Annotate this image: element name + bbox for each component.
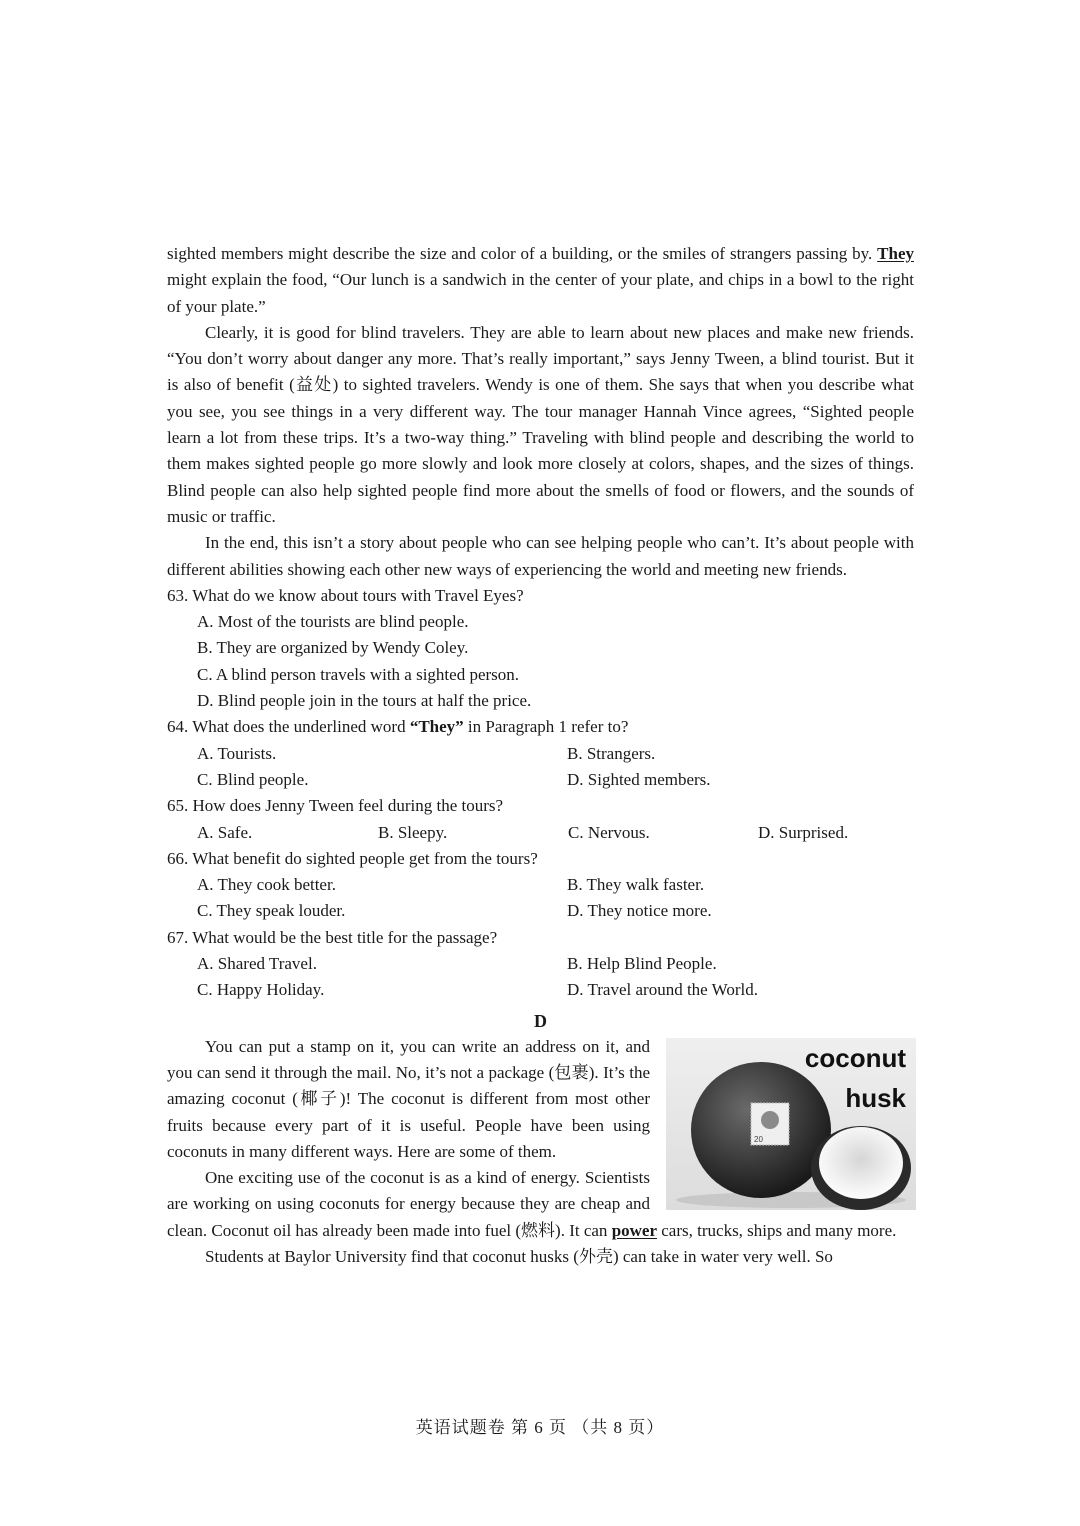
quoted-word: “They”: [409, 717, 464, 737]
question-67: [167, 925, 914, 1004]
option-c: C. Blind people.: [197, 769, 309, 789]
option-c: C. Nervous.: [568, 822, 650, 842]
passage-d: [167, 1034, 914, 1271]
question-stem: 63. What do we know about tours with Travel Eyes?: [167, 585, 524, 605]
question-66: [167, 846, 914, 925]
question-64: [167, 714, 914, 793]
option-b: B. Help Blind People.: [567, 954, 717, 974]
passage-d-paragraph-1: You can put a stamp on it, you can write an address on it, and you can send it through the mail. No, it’s not a package (包裹). It’s the amazing coconut (椰子)! The coconut is different from most other fruits because every part of it is useful. People have been using coconuts in many different ways. Here are some of them.: [167, 1036, 650, 1161]
figure-label-husk: husk: [845, 1082, 906, 1113]
text: cars, trucks, ships and many more.: [657, 1220, 897, 1240]
option-a: A. Shared Travel.: [197, 954, 317, 974]
question-stem: [167, 714, 914, 740]
option-d: D. They notice more.: [567, 901, 712, 921]
option-b: B. They are organized by Wendy Coley.: [197, 638, 469, 658]
section-title-d: D: [534, 1010, 547, 1031]
option-d: D. Surprised.: [758, 822, 849, 842]
option-d: D. Sighted members.: [567, 769, 711, 789]
underlined-word-power: power: [611, 1220, 658, 1240]
option-c: C. A blind person travels with a sighted person.: [197, 664, 520, 684]
exam-page: [167, 241, 914, 1270]
question-63: [167, 583, 914, 714]
option-b: B. They walk faster.: [567, 875, 705, 895]
question-stem: 67. What would be the best title for the passage?: [167, 927, 498, 947]
passage-c-paragraph-3: In the end, this isn’t a story about people who can see helping people who can’t. It’s about people with different abilities showing each other new ways of experiencing the world and meeting new friends.: [167, 533, 914, 579]
stamp-value: 20: [754, 1134, 763, 1144]
option-c: C. They speak louder.: [197, 901, 346, 921]
question-65: [167, 793, 914, 846]
option-c: C. Happy Holiday.: [197, 980, 325, 1000]
text: 64. What does the underlined word: [167, 717, 410, 737]
underlined-word-they: They: [877, 244, 914, 263]
passage-d-paragraph-3: Students at Baylor University find that coconut husks (外壳) can take in water very well. So: [205, 1246, 833, 1266]
option-d: D. Blind people join in the tours at half the price.: [197, 691, 532, 711]
stamp-flower: [761, 1111, 779, 1129]
coconut-husk-image: [666, 1038, 916, 1210]
text: sighted members might describe the size and color of a building, or the smiles of strangers passing by.: [167, 244, 878, 263]
passage-c-paragraph-2: Clearly, it is good for blind travelers. They are able to learn about new places and make new friends. “You don’t worry about danger any more. That’s really important,” says Jenny Tween, a blind tourist. But it is also of benefit (益处) to sighted travelers. Wendy is one of them. She says that when you describe what you see, you see things in a very different way. The tour manager Hannah Vince agrees, “Sighted people learn a lot from these trips. It’s a two-way thing.” Traveling with blind people and describing the world to them makes sighted people go more slowly and look more closely at colors, shapes, and the sizes of things. Blind people can also help sighted people find more about the smells of food or flowers, and the sounds of music or traffic.: [167, 322, 914, 526]
figure-label-coconut: coconut: [804, 1042, 906, 1073]
text: in Paragraph 1 refer to?: [463, 717, 629, 737]
question-stem: 65. How does Jenny Tween feel during the tours?: [167, 796, 504, 816]
option-a: A. They cook better.: [197, 875, 336, 895]
text: might explain the food, “Our lunch is a sandwich in the center of your plate, and chips in a bowl to the right of your plate.”: [167, 270, 914, 316]
page-footer: 英语试题卷 第 6 页 （共 8 页）: [415, 1418, 665, 1437]
text: One exciting use of the coconut is as a kind of energy. Scientists are working on using coconuts for energy because they are cheap and clean. Coconut oil has already been made into fuel (燃料). It can: [167, 1168, 650, 1240]
passage-c-paragraph-1: [167, 241, 914, 320]
question-stem: 66. What benefit do sighted people get from the tours?: [167, 848, 538, 868]
option-d: D. Travel around the World.: [567, 980, 758, 1000]
option-a: A. Tourists.: [197, 743, 277, 763]
option-a: A. Safe.: [197, 822, 253, 842]
option-a: A. Most of the tourists are blind people.: [197, 612, 469, 632]
half-coconut-meat: [819, 1127, 903, 1199]
option-b: B. Sleepy.: [378, 822, 448, 842]
option-b: B. Strangers.: [567, 743, 656, 763]
